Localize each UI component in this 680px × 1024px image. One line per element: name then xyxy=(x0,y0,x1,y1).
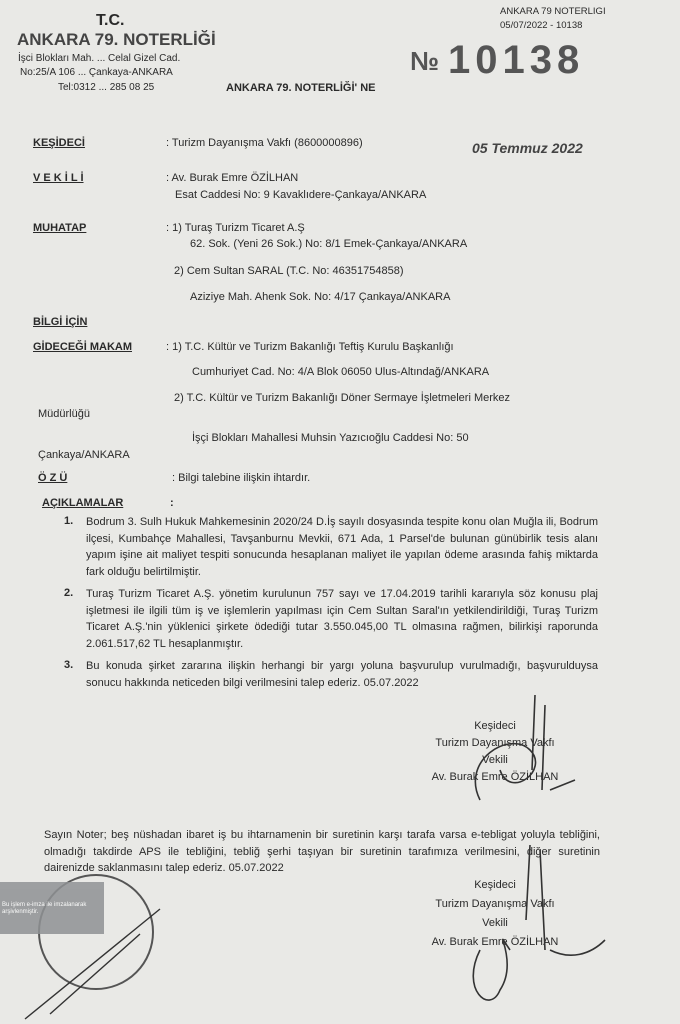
tc-label: T.C. xyxy=(96,12,125,29)
explanation-item: Bu konuda şirket zararına ilişkin herhangi bir yargı yoluna başvurulup vurulmadığı, başvurulduysa sonucu hakkında neticeden bilgi verilmesini talep ederiz. 05.07.2022 xyxy=(86,660,598,689)
closing-paragraph: Sayın Noter; beş nüshadan ibaret iş bu ihtarnamenin bir suretinin karşı tarafa varsa e-tebligat yoluyla tebliğini, olmadığı takdirde APS ile tebliğini, tebliğ şerhi taşıyan bir suretinin tarafımıza verilmesini, diğer suretinin dairenizde saklanmasını talep ederiz. 05.07.2022 xyxy=(44,829,600,874)
makam-1-address: Cumhuriyet Cad. No: 4/A Blok 06050 Ulus-Altındağ/ANKARA xyxy=(192,366,490,378)
vekili-address: Esat Caddesi No: 9 Kavaklıdere-Çankaya/ANKARA xyxy=(175,189,427,201)
muhatap-1: : 1) Turaş Turizm Ticaret A.Ş xyxy=(166,222,305,234)
muhatap-1-address: 62. Sok. (Yeni 26 Sok.) No: 8/1 Emek-Çankaya/ANKARA xyxy=(190,238,468,250)
item-number: 2. xyxy=(64,587,74,599)
signature-name: Av. Burak Emre ÖZİLHAN xyxy=(431,771,559,783)
makam-2-cont: Müdürlüğü xyxy=(38,408,90,420)
top-right-office: ANKARA 79 NOTERLIGI xyxy=(500,6,606,17)
aciklamalar-colon: : xyxy=(170,497,174,509)
makam-1: : 1) T.C. Kültür ve Turizm Bakanlığı Teftiş Kurulu Başkanlığı xyxy=(166,341,454,353)
notary-office-name: ANKARA 79. NOTERLİĞİ xyxy=(17,30,216,49)
makam-2-address: İşçi Blokları Mahallesi Muhsin Yazıcıoğlu Caddesi No: 50 xyxy=(192,432,469,444)
aciklamalar-label: AÇIKLAMALAR xyxy=(42,497,124,509)
kesideci-value: : Turizm Dayanışma Vakfı (8600000896) xyxy=(166,137,363,149)
document-number-prefix: № xyxy=(410,46,439,76)
muhatap-2-address: Aziziye Mah. Ahenk Sok. No: 4/17 Çankaya/ANKARA xyxy=(190,291,451,303)
explanation-item: Bodrum 3. Sulh Hukuk Mahkemesinin 2020/24 D.İş sayılı dosyasında tespite konu olan Muğla ili, Bodrum ilçesi, Kumbahçe Mahallesi, Tavşanburnu Mevkii, 671 Ada, 1 Parsel'de bulunan günübirlik tesis alanı yapım işine ait maliyet tespiti sonucunda hesaplanan maliyet ile yapılan ödeme arasında fahiş miktarda fark olduğu belirtilmiştir. xyxy=(86,516,598,578)
gidecegi-makam-label: GİDECEĞİ MAKAM xyxy=(33,341,132,353)
muhatap-label: MUHATAP xyxy=(33,222,87,234)
top-right-date: 05/07/2022 - 10138 xyxy=(500,20,583,31)
item-number: 3. xyxy=(64,659,74,671)
notary-address-2: No:25/A 106 ... Çankaya-ANKARA xyxy=(20,67,173,78)
signature-name: Av. Burak Emre ÖZİLHAN xyxy=(431,936,559,948)
ozu-label: Ö Z Ü xyxy=(38,472,68,484)
explanation-item: Turaş Turizm Ticaret A.Ş. yönetim kurulunun 757 sayı ve 17.04.2019 tarihli kararıyla söz konusu plaj işletmesi ile ilgili tüm iş ve işlemlerin yapılması için Cem Sultan Saral'ın yetkilendirildiği, Turaş Turizm Ticaret A.Ş.'nin yüklenici şirkete ödediği tutar 3.550.045,00 TL olmasına rağmen, bilirkişi raporunda 2.061.517,62 TL hesaplanmıştır. xyxy=(86,588,598,650)
vekili-value: : Av. Burak Emre ÖZİLHAN xyxy=(166,172,299,184)
signature-role: Keşideci xyxy=(474,879,516,891)
document-number: 10138 xyxy=(448,38,585,82)
recipient-notary: ANKARA 79. NOTERLİĞİ' NE xyxy=(226,82,376,94)
ozu-value: : Bilgi talebine ilişkin ihtardır. xyxy=(172,472,311,484)
item-number: 1. xyxy=(64,515,74,527)
kesideci-label: KEŞİDECİ xyxy=(33,137,85,149)
handwritten-signature-2 xyxy=(430,840,610,1020)
muhatap-2: 2) Cem Sultan SARAL (T.C. No: 46351754858) xyxy=(174,265,404,277)
notary-phone: Tel:0312 ... 285 08 25 xyxy=(58,82,155,93)
signature-org: Turizm Dayanışma Vakfı xyxy=(435,898,555,910)
signature-title: Vekili xyxy=(482,917,508,929)
date-stamp: 05 Temmuz 2022 xyxy=(472,140,583,156)
signature-role: Keşideci xyxy=(474,720,516,732)
makam-2-city: Çankaya/ANKARA xyxy=(38,449,130,461)
vekili-label: V E K İ L İ xyxy=(33,172,84,184)
signature-org: Turizm Dayanışma Vakfı xyxy=(435,737,555,749)
notary-address-1: İşci Blokları Mah. ... Celal Gizel Cad. xyxy=(18,53,181,64)
e-imza-label: Bu işlem e-imza ile imzalanarak arşivlenmiştir. xyxy=(2,902,87,915)
handwritten-signature-1 xyxy=(420,690,580,820)
makam-2: 2) T.C. Kültür ve Turizm Bakanlığı Döner Sermaye İşletmeleri Merkez xyxy=(174,392,511,404)
e-imza-badge xyxy=(0,882,104,934)
signature-title: Vekili xyxy=(482,754,508,766)
bilgi-icin-label: BİLGİ İÇİN xyxy=(33,316,88,328)
